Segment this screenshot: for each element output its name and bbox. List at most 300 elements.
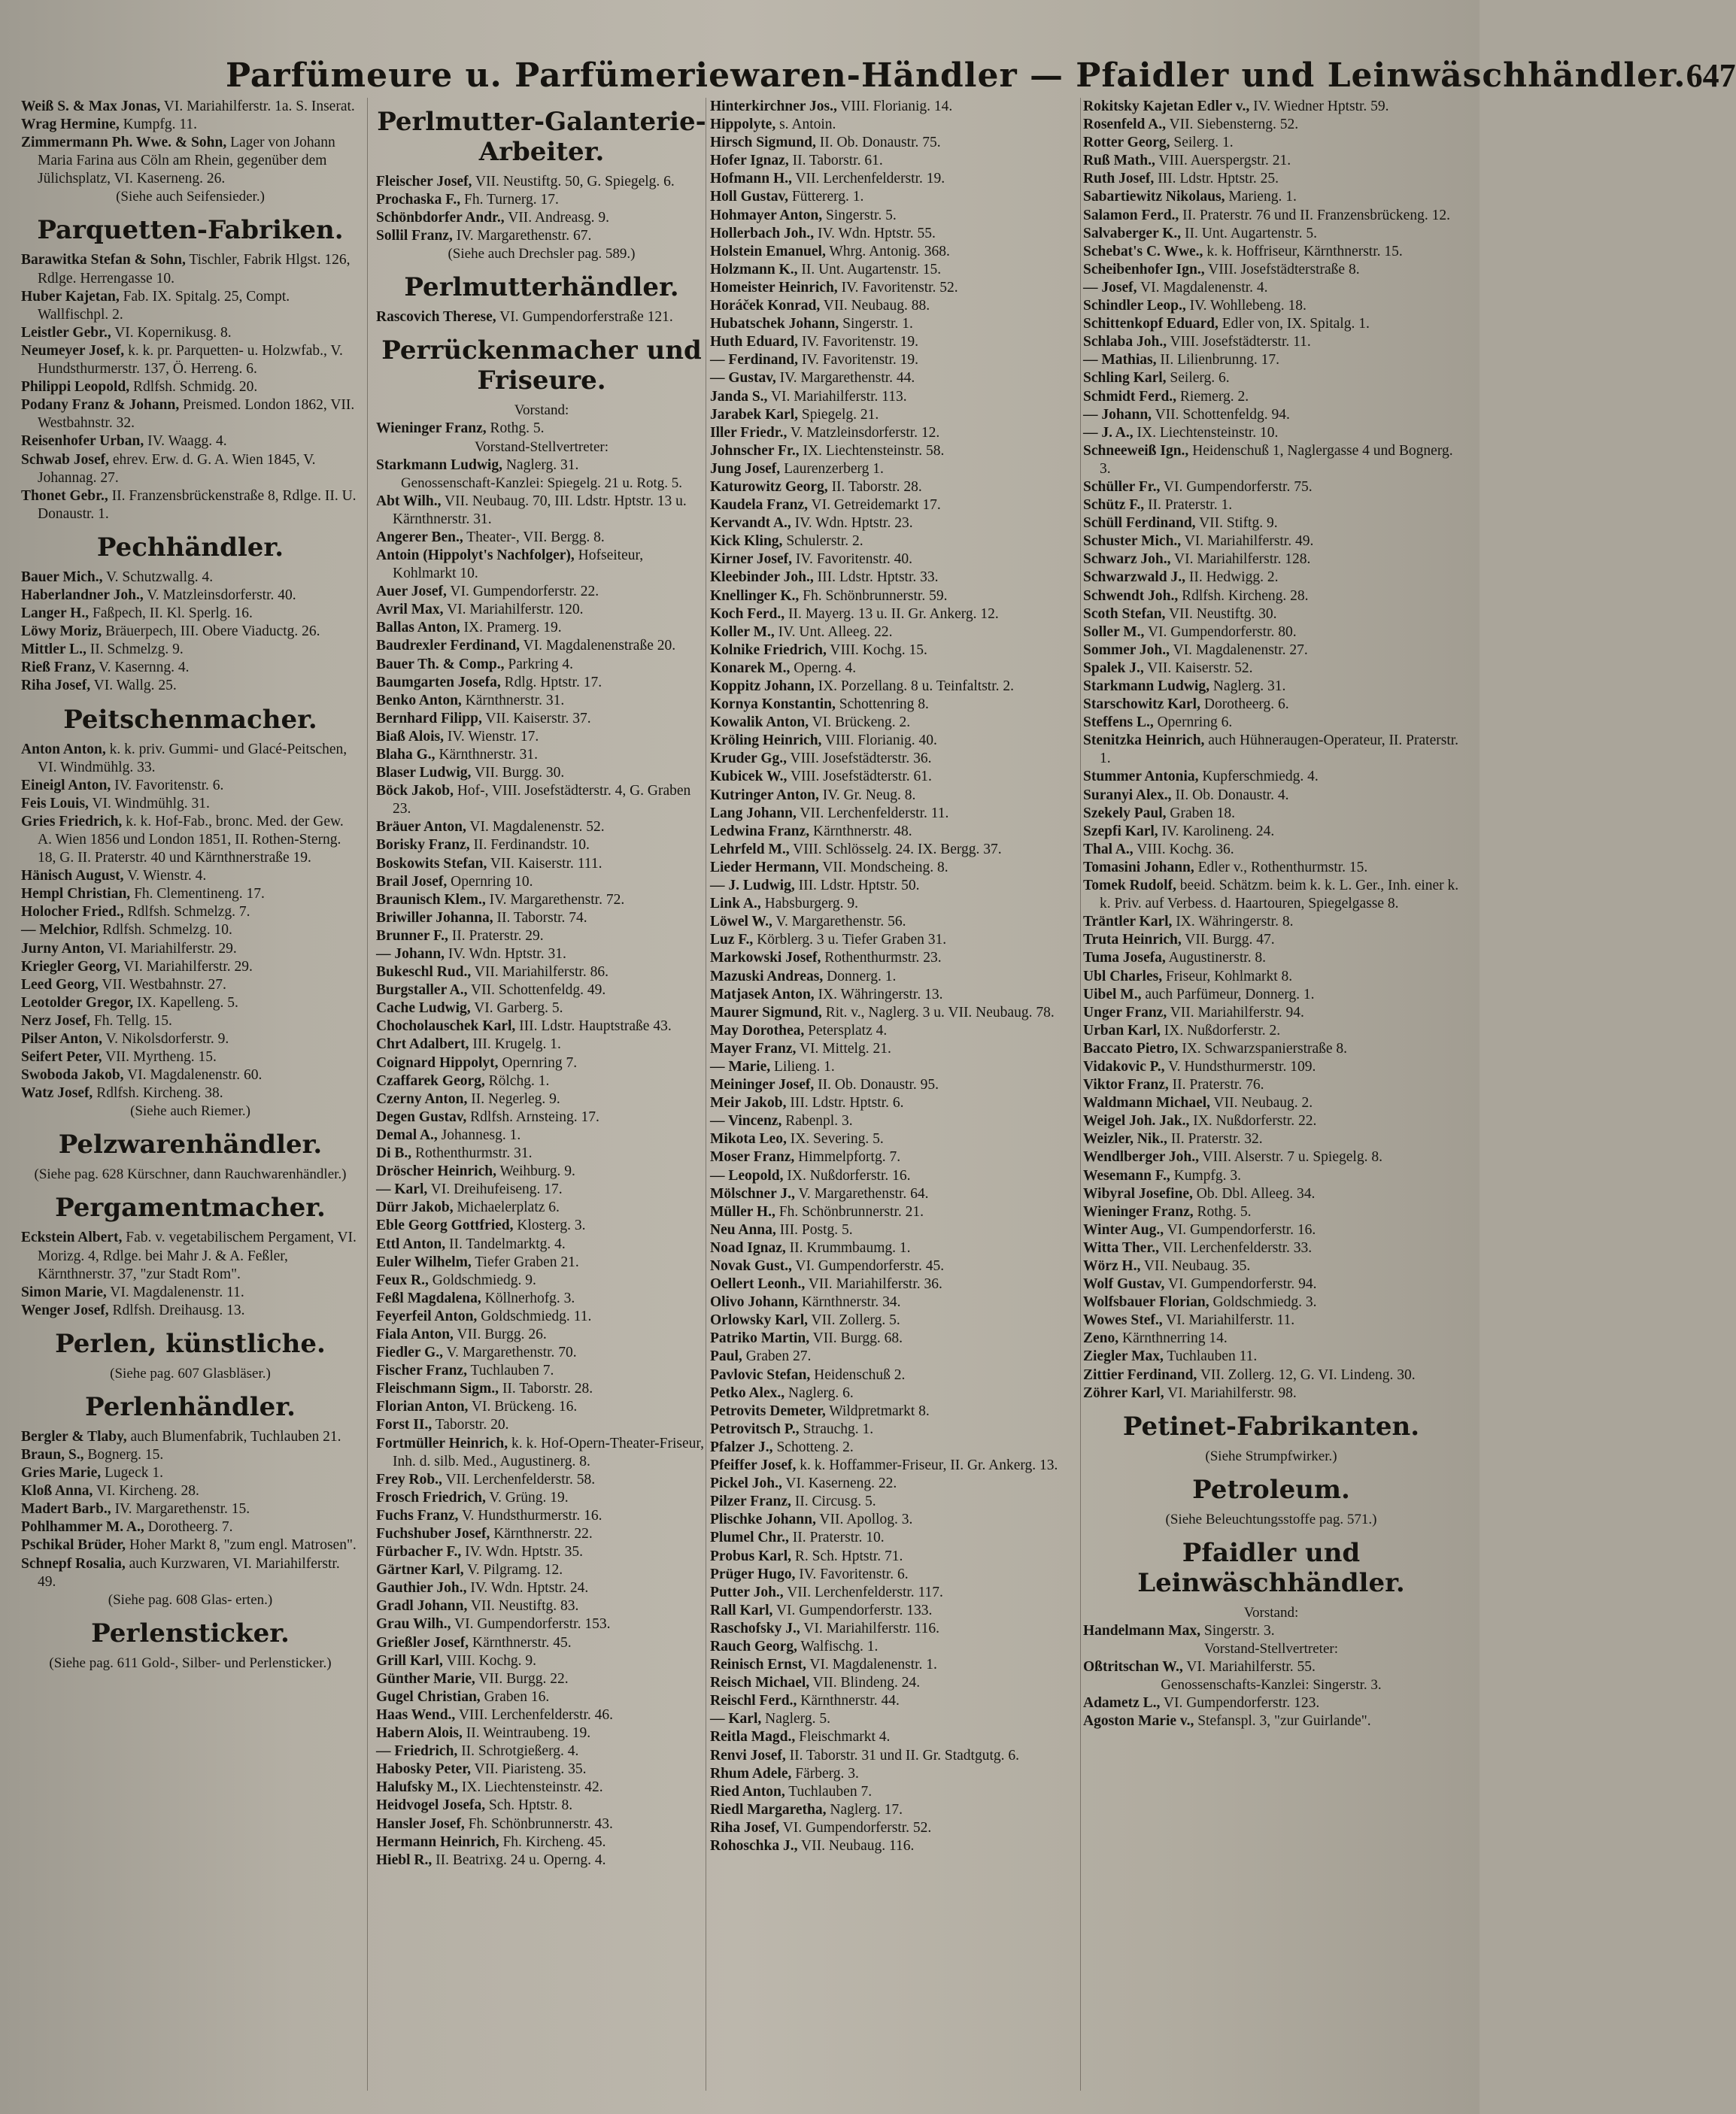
entry-name: Benko Anton, bbox=[376, 692, 462, 708]
entry-name: Holstein Emanuel, bbox=[710, 243, 826, 259]
entry-address: II. Praterstr. 76 und II. Franzensbrückeng. 12. bbox=[1179, 207, 1450, 223]
entry-name: Kubicek W., bbox=[710, 769, 788, 785]
entry-address: VII. Kaiserstr. 111. bbox=[487, 855, 602, 872]
entry-address: VI. Gumpendorferstr. 16. bbox=[1164, 1221, 1316, 1238]
directory-entry bbox=[376, 963, 707, 981]
directory-entry bbox=[376, 1326, 707, 1344]
directory-entry bbox=[710, 1239, 1079, 1257]
entry-name: Eineigl Anton, bbox=[21, 777, 111, 793]
entry-name: Hiebl R., bbox=[376, 1852, 432, 1868]
section-note: (Siehe auch Drechsler pag. 589.) bbox=[448, 246, 636, 262]
entry-address: Fh. Turnerg. 17. bbox=[460, 192, 559, 208]
entry-address: VII. Mariahilferstr. 36. bbox=[805, 1276, 942, 1293]
entry-address: II. Lilienbrunng. 17. bbox=[1156, 352, 1280, 369]
entry-address: IV. Favoritenstr. 52. bbox=[837, 279, 958, 296]
entry-address: IV. Favoritenstr. 6. bbox=[111, 777, 224, 793]
entry-name: — J. A., bbox=[1083, 424, 1134, 441]
entry-name: Putter Joh., bbox=[710, 1584, 784, 1600]
directory-entry bbox=[1083, 369, 1459, 387]
entry-name: Waldmann Michael, bbox=[1083, 1095, 1211, 1112]
entry-name: Neu Anna, bbox=[710, 1221, 776, 1238]
entry-name: Rokitsky Kajetan Edler v., bbox=[1083, 99, 1250, 114]
entry-address: IV. Gr. Neug. 8. bbox=[818, 787, 916, 803]
entry-address: II. Ob. Donaustr. 95. bbox=[814, 1077, 939, 1093]
directory-entry bbox=[21, 795, 360, 813]
entry-address: IV. Wdn. Hptstr. 55. bbox=[814, 225, 936, 241]
entry-address: VII. Kaiserstr. 52. bbox=[1143, 660, 1253, 676]
entry-name: Reinisch Ernst, bbox=[710, 1657, 806, 1673]
entry-name: Träntler Karl, bbox=[1083, 914, 1173, 930]
entry-address: VI. Kircheng. 28. bbox=[93, 1483, 199, 1500]
directory-entry bbox=[376, 308, 707, 326]
entry-name: Mittler L., bbox=[21, 641, 86, 658]
entry-name: Fleischer Josef, bbox=[376, 174, 472, 190]
directory-entry bbox=[710, 225, 1079, 243]
directory-entry bbox=[710, 1765, 1079, 1783]
directory-entry bbox=[21, 921, 360, 939]
section-note: Vorstand-Stellvertreter: bbox=[1204, 1640, 1338, 1657]
directory-entry bbox=[21, 1428, 360, 1446]
entry-name: Baudrexler Ferdinand, bbox=[376, 638, 520, 654]
entry-name: Eble Georg Gottfried, bbox=[376, 1218, 514, 1234]
entry-name: Böck Jakob, bbox=[376, 783, 454, 799]
entry-address: II. Ferdinandstr. 10. bbox=[469, 837, 590, 854]
entry-name: Euler Wilhelm, bbox=[376, 1254, 472, 1270]
entry-name: Wenger Josef, bbox=[21, 1302, 109, 1318]
directory-entry bbox=[21, 659, 360, 677]
entry-name: Briwiller Johanna, bbox=[376, 909, 493, 926]
entry-address: II. Praterstr. 10. bbox=[788, 1530, 885, 1546]
entry-address: IX. Severing. 5. bbox=[786, 1131, 884, 1148]
entry-name: Demal A., bbox=[376, 1127, 438, 1143]
directory-entry bbox=[21, 1446, 360, 1464]
directory-entry bbox=[21, 1012, 360, 1030]
entry-name: Zeno, bbox=[1083, 1330, 1119, 1347]
entry-name: Schwab Josef, bbox=[21, 451, 110, 468]
entry-address: VII. Mariahilferstr. 86. bbox=[471, 964, 609, 981]
directory-entry bbox=[376, 1742, 707, 1761]
directory-entry bbox=[21, 324, 360, 342]
entry-name: Madert Barb., bbox=[21, 1501, 111, 1518]
entry-name: Frey Rob., bbox=[376, 1471, 442, 1488]
entry-address: Seilerg. 1. bbox=[1170, 135, 1234, 151]
entry-address: III. Ldstr. Hptstr. 25. bbox=[1154, 171, 1279, 187]
directory-entry bbox=[376, 1797, 707, 1815]
entry-address: Wildpretmarkt 8. bbox=[825, 1403, 930, 1419]
entry-address: Kärnthnerstr. 22. bbox=[490, 1526, 593, 1542]
entry-name: Schüll Ferdinand, bbox=[1083, 515, 1196, 532]
directory-entry bbox=[710, 1221, 1079, 1239]
directory-entry bbox=[710, 1385, 1079, 1403]
entry-name: Gauthier Joh., bbox=[376, 1580, 467, 1597]
entry-name: — Friedrich, bbox=[376, 1743, 458, 1760]
entry-address: V. Kasernng. 4. bbox=[95, 660, 190, 676]
directory-entry bbox=[21, 378, 360, 396]
directory-entry bbox=[376, 1163, 707, 1181]
column-1 bbox=[21, 98, 360, 2098]
directory-entry bbox=[21, 813, 360, 867]
entry-name: Johnscher Fr., bbox=[710, 442, 800, 459]
entry-name: Novak Gust., bbox=[710, 1258, 792, 1274]
section-note: (Siehe Beleuchtungsstoffe pag. 571.) bbox=[1165, 1511, 1377, 1527]
directory-entry bbox=[710, 1203, 1079, 1221]
entry-name: Habern Alois, bbox=[376, 1725, 463, 1742]
entry-address: VIII. Josefstädterstr. 11. bbox=[1167, 334, 1311, 350]
directory-entry bbox=[21, 1555, 360, 1591]
entry-name: — Karl, bbox=[710, 1711, 762, 1727]
directory-entry bbox=[710, 1566, 1079, 1584]
entry-address: VI. Magdalenenstr. 4. bbox=[1137, 279, 1268, 296]
entry-address: IV. Wdn. Hptstr. 24. bbox=[466, 1580, 589, 1597]
entry-name: Moser Franz, bbox=[710, 1149, 795, 1166]
directory-entry bbox=[710, 569, 1079, 587]
entry-name: Angerer Ben., bbox=[376, 529, 463, 545]
directory-entry bbox=[710, 550, 1079, 569]
entry-name: Dürr Jakob, bbox=[376, 1200, 454, 1216]
directory-entry bbox=[710, 1040, 1079, 1058]
entry-address: Whrg. Antonig. 368. bbox=[825, 243, 950, 259]
directory-entry bbox=[376, 1272, 707, 1290]
section-note: (Siehe auch Riemer.) bbox=[130, 1103, 250, 1120]
entry-address: IV. Margarethenstr. 72. bbox=[485, 891, 625, 908]
entry-address: II. Hedwigg. 2. bbox=[1185, 569, 1279, 586]
entry-address: Heidenschuß 1, Naglergasse 4 und Bognerg. 3. bbox=[1100, 442, 1453, 477]
directory-entry bbox=[710, 1257, 1079, 1275]
entry-address: VIII. Lerchenfelderstr. 46. bbox=[455, 1706, 614, 1723]
entry-name: Kriegler Georg, bbox=[21, 958, 120, 975]
entry-name: Mazuski Andreas, bbox=[710, 968, 824, 984]
entry-name: Wendlberger Joh., bbox=[1083, 1149, 1200, 1166]
directory-entry bbox=[376, 1852, 707, 1870]
directory-entry bbox=[1083, 1022, 1459, 1040]
directory-entry bbox=[710, 1692, 1079, 1710]
entry-address: Sch. Hptstr. 8. bbox=[485, 1797, 573, 1814]
entry-name: Agoston Marie v., bbox=[1083, 1713, 1194, 1730]
entry-address: Hof-, VIII. Josefstädterstr. 4, G. Graben 23. bbox=[393, 783, 691, 817]
entry-address: Edler von, IX. Spitalg. 1. bbox=[1218, 316, 1370, 332]
entry-address: IX. Währingerstr. 8. bbox=[1172, 914, 1294, 930]
entry-address: Fh. Clementineng. 17. bbox=[130, 886, 265, 902]
directory-entry bbox=[376, 1688, 707, 1706]
entry-address: k. k. pr. Parquetten- u. Holzwfab., V. Hundsthurmerstr. 137, Ö. Herreng. 6. bbox=[38, 342, 343, 378]
directory-entry bbox=[376, 746, 707, 764]
entry-name: Maurer Sigmund, bbox=[710, 1004, 822, 1021]
entry-address: IV. Wdn. Hptstr. 35. bbox=[461, 1544, 584, 1560]
entry-address: VII. Neustiftg. 83. bbox=[467, 1598, 579, 1615]
directory-entry bbox=[376, 637, 707, 655]
entry-address: Fh. Schönbrunnerstr. 59. bbox=[799, 587, 948, 604]
entry-address: VII. Apollog. 3. bbox=[815, 1512, 913, 1528]
entry-address: Spiegelg. 21. bbox=[798, 406, 879, 423]
entry-address: Dorotheerg. 6. bbox=[1200, 696, 1289, 713]
entry-name: Müller H., bbox=[710, 1203, 775, 1220]
directory-entry bbox=[1083, 1312, 1459, 1330]
entry-name: Scheibenhofer Ign., bbox=[1083, 261, 1205, 278]
entry-name: — Karl, bbox=[376, 1181, 428, 1198]
entry-name: Weigel Joh. Jak., bbox=[1083, 1113, 1190, 1130]
entry-address: VII. Lerchenfelderstr. 117. bbox=[783, 1584, 943, 1600]
entry-address: VI. Gumpendorferstr. 45. bbox=[791, 1258, 945, 1274]
entry-name: Bauer Mich., bbox=[21, 569, 103, 585]
entry-name: Koch Ferd., bbox=[710, 605, 785, 622]
directory-entry bbox=[376, 692, 707, 710]
directory-entry bbox=[710, 1185, 1079, 1203]
entry-address: Rabenpl. 3. bbox=[782, 1113, 853, 1130]
entry-address: II. Taborstr. 74. bbox=[493, 909, 587, 926]
entry-address: Laurenzerberg 1. bbox=[780, 460, 884, 477]
entry-address: VI. Gumpendorferstr. 80. bbox=[1144, 623, 1297, 640]
entry-name: Orlowsky Karl, bbox=[710, 1312, 808, 1329]
directory-entry bbox=[710, 388, 1079, 406]
directory-entry bbox=[376, 173, 707, 191]
entry-name: Pickel Joh., bbox=[710, 1476, 782, 1492]
entry-address: II. Schrotgießerg. 4. bbox=[457, 1743, 579, 1760]
directory-entry bbox=[376, 981, 707, 999]
entry-address: VII. Lerchenfelderstr. 33. bbox=[1158, 1239, 1313, 1256]
entry-address: Operng. 4. bbox=[790, 660, 857, 676]
directory-entry bbox=[710, 732, 1079, 750]
entry-address: II. Praterstr. 32. bbox=[1167, 1131, 1263, 1148]
directory-entry bbox=[376, 909, 707, 927]
directory-entry bbox=[376, 1435, 707, 1471]
entry-name: Schönbdorfer Andr., bbox=[376, 210, 505, 226]
entry-address: Rdlg. Hptstr. 17. bbox=[500, 674, 602, 690]
entry-name: Burgstaller A., bbox=[376, 982, 468, 999]
entry-address: Kupferschmiedg. 4. bbox=[1198, 769, 1319, 785]
entry-name: Szekely Paul, bbox=[1083, 805, 1167, 821]
entry-address: Kumpfg. 3. bbox=[1170, 1167, 1242, 1184]
entry-address: s. Antoin. bbox=[775, 117, 836, 133]
entry-name: Huth Eduard, bbox=[710, 334, 799, 350]
entry-name: Rosenfeld A., bbox=[1083, 117, 1166, 133]
entry-name: Rotter Georg, bbox=[1083, 135, 1170, 151]
entry-address: Kärnthnerstr. 45. bbox=[469, 1634, 572, 1651]
entry-name: Degen Gustav, bbox=[376, 1109, 467, 1125]
directory-entry bbox=[710, 696, 1079, 714]
entry-address: II. Praterstr. 1. bbox=[1144, 497, 1233, 514]
entry-name: Kaudela Franz, bbox=[710, 497, 808, 514]
entry-address: VI. Gumpendorferstr. 75. bbox=[1160, 478, 1313, 495]
entry-address: VII. Andreasg. 9. bbox=[504, 210, 610, 226]
entry-name: Habosky Peter, bbox=[376, 1761, 472, 1778]
directory-entry bbox=[710, 369, 1079, 387]
directory-entry bbox=[710, 641, 1079, 660]
entry-address: V. Grüng. 19. bbox=[485, 1489, 569, 1506]
directory-entry bbox=[376, 1652, 707, 1670]
directory-entry bbox=[710, 895, 1079, 913]
entry-name: Koller M., bbox=[710, 623, 775, 640]
entry-name: Frosch Friedrich, bbox=[376, 1489, 486, 1506]
directory-entry bbox=[21, 994, 360, 1012]
directory-entry bbox=[21, 98, 360, 116]
entry-name: Blaser Ludwig, bbox=[376, 765, 472, 781]
entry-name: Wowes Stef., bbox=[1083, 1312, 1163, 1329]
entry-name: Hinterkirchner Jos., bbox=[710, 99, 837, 114]
entry-address: Opernring 7. bbox=[498, 1054, 578, 1071]
entry-name: Witta Ther., bbox=[1083, 1239, 1159, 1256]
directory-entry bbox=[710, 261, 1079, 279]
directory-entry bbox=[1083, 1658, 1459, 1676]
directory-entry bbox=[1083, 968, 1459, 986]
entry-address: Rdlfsh. Kircheng. 28. bbox=[1178, 587, 1309, 604]
entry-address: VII. Neubaug. 88. bbox=[820, 298, 930, 314]
entry-name: Tomek Rudolf, bbox=[1083, 878, 1176, 894]
section-heading: Parquetten-Fabriken. bbox=[37, 215, 344, 246]
entry-address: IV. Wdn. Hptstr. 31. bbox=[445, 946, 566, 962]
entry-name: Bukeschl Rud., bbox=[376, 964, 472, 981]
entry-name: Stenitzka Heinrich, bbox=[1083, 732, 1205, 749]
directory-entry bbox=[21, 487, 360, 523]
entry-address: VI. Mariahilferstr. 1a. S. Inserat. bbox=[160, 99, 355, 114]
directory-entry bbox=[710, 1747, 1079, 1765]
entry-address: Petersplatz 4. bbox=[804, 1022, 888, 1039]
entry-address: Rdlfsh. Schmidg. 20. bbox=[129, 379, 258, 396]
entry-name: — Johann, bbox=[1083, 406, 1152, 423]
directory-entry bbox=[1083, 532, 1459, 550]
entry-address: k. k. priv. Gummi- und Glacé-Peitschen, VI. Windmühlg. 33. bbox=[38, 741, 348, 775]
directory-entry bbox=[710, 1022, 1079, 1040]
entry-address: II. Taborstr. 61. bbox=[788, 153, 883, 169]
directory-entry bbox=[376, 710, 707, 728]
directory-entry bbox=[376, 891, 707, 909]
entry-address: Opernring 6. bbox=[1153, 714, 1233, 731]
directory-entry bbox=[376, 873, 707, 891]
directory-entry bbox=[1083, 877, 1459, 913]
directory-entry bbox=[1083, 442, 1459, 478]
entry-address: Fh. Tellg. 15. bbox=[90, 1012, 172, 1029]
entry-name: Wieninger Franz, bbox=[376, 420, 487, 437]
directory-entry bbox=[710, 1801, 1079, 1819]
entry-address: Naglerg. 31. bbox=[502, 456, 579, 473]
directory-entry bbox=[376, 1579, 707, 1597]
entry-address: Marieng. 1. bbox=[1225, 189, 1297, 205]
directory-entry bbox=[376, 1471, 707, 1489]
entry-address: VII. Burgg. 68. bbox=[809, 1330, 903, 1347]
entry-address: V. Margarethenstr. 56. bbox=[772, 914, 906, 930]
entry-address: IV. Wiedner Hptstr. 59. bbox=[1249, 99, 1389, 114]
entry-address: VII. Burgg. 26. bbox=[453, 1326, 547, 1342]
directory-entry bbox=[710, 986, 1079, 1004]
entry-address: VI. Mariahilferstr. 116. bbox=[800, 1620, 939, 1636]
directory-entry bbox=[376, 927, 707, 945]
directory-entry bbox=[21, 677, 360, 695]
entry-address: auch Hühneraugen-Operateur, II. Praterstr. 1. bbox=[1100, 732, 1459, 767]
entry-name: Hansler Josef, bbox=[376, 1815, 465, 1832]
entry-name: Kutringer Anton, bbox=[710, 787, 819, 803]
entry-name: Mölschner J., bbox=[710, 1185, 795, 1202]
directory-entry bbox=[710, 787, 1079, 805]
entry-address: Fh. Schönbrunnerstr. 21. bbox=[775, 1203, 924, 1220]
entry-address: Strauchg. 1. bbox=[799, 1421, 874, 1437]
directory-entry bbox=[1083, 188, 1459, 206]
entry-address: VI. Kaserneng. 22. bbox=[782, 1476, 897, 1492]
entry-name: Bergler & Tlaby, bbox=[21, 1428, 127, 1445]
entry-address: VII. Neustiftg. 30. bbox=[1165, 605, 1277, 622]
directory-entry bbox=[376, 674, 707, 692]
entry-name: Paul, bbox=[710, 1348, 742, 1365]
directory-entry bbox=[1083, 641, 1459, 660]
entry-name: — Melchior, bbox=[21, 922, 99, 939]
directory-entry bbox=[1083, 1058, 1459, 1076]
entry-address: II. Taborstr. 28. bbox=[499, 1381, 593, 1397]
entry-name: Schittenkopf Eduard, bbox=[1083, 316, 1219, 332]
entry-name: Ruth Josef, bbox=[1083, 171, 1155, 187]
directory-entry bbox=[710, 1674, 1079, 1692]
directory-entry bbox=[710, 1548, 1079, 1566]
directory-entry bbox=[21, 1066, 360, 1084]
entry-name: Kleebinder Joh., bbox=[710, 569, 814, 586]
directory-entry bbox=[710, 660, 1079, 678]
directory-entry bbox=[21, 1229, 360, 1283]
entry-address: VI. Mariahilferstr. 55. bbox=[1182, 1658, 1316, 1675]
section-note: Genossenschaft-Kanzlei: Spiegelg. 21 u. Rotg. 5. bbox=[400, 475, 683, 491]
entry-address: Köllnerhofg. 3. bbox=[481, 1290, 575, 1306]
directory-entry bbox=[1083, 1257, 1459, 1275]
entry-name: Sabartiewitz Nikolaus, bbox=[1083, 189, 1225, 205]
entry-address: VI. Garberg. 5. bbox=[470, 1000, 563, 1017]
directory-entry bbox=[710, 1584, 1079, 1602]
directory-entry bbox=[1083, 1622, 1459, 1640]
entry-name: Eckstein Albert, bbox=[21, 1230, 123, 1246]
directory-entry bbox=[376, 836, 707, 854]
entry-name: Bernhard Filipp, bbox=[376, 710, 482, 726]
directory-entry bbox=[1083, 569, 1459, 587]
entry-address: Stefanspl. 3, "zur Guirlande". bbox=[1194, 1713, 1371, 1730]
entry-name: Leed Georg, bbox=[21, 976, 99, 993]
entry-name: Uibel M., bbox=[1083, 986, 1142, 1002]
directory-entry bbox=[1083, 170, 1459, 188]
entry-name: Rauch Georg, bbox=[710, 1638, 797, 1655]
directory-entry bbox=[710, 1004, 1079, 1022]
entry-name: Jarabek Karl, bbox=[710, 406, 798, 423]
directory-entry bbox=[376, 1561, 707, 1579]
directory-entry bbox=[710, 1148, 1079, 1166]
entry-address: VIII. Florianig. 40. bbox=[821, 732, 937, 749]
entry-name: Oellert Leonh., bbox=[710, 1276, 806, 1293]
entry-address: VII. Mondscheing. 8. bbox=[818, 859, 948, 875]
entry-address: Rölchg. 1. bbox=[484, 1072, 550, 1089]
directory-entry bbox=[21, 1482, 360, 1500]
section-note: (Siehe pag. 608 Glas- erten.) bbox=[108, 1591, 273, 1608]
entry-address: k. k. Hoffriseur, Kärnthnerstr. 15. bbox=[1203, 243, 1403, 259]
entry-name: Noad Ignaz, bbox=[710, 1239, 786, 1256]
entry-name: Kröling Heinrich, bbox=[710, 732, 822, 749]
section-note: (Siehe pag. 611 Gold-, Silber- und Perlensticker.) bbox=[49, 1655, 332, 1671]
directory-entry bbox=[710, 805, 1079, 823]
entry-address: IV. Wdn. Hptstr. 23. bbox=[791, 515, 913, 532]
directory-entry bbox=[710, 496, 1079, 514]
entry-address: Riemerg. 2. bbox=[1176, 388, 1249, 405]
directory-entry bbox=[1083, 243, 1459, 261]
directory-entry bbox=[1083, 297, 1459, 315]
entry-name: Thonet Gebr., bbox=[21, 487, 108, 504]
entry-address: Graben 16. bbox=[480, 1688, 550, 1705]
directory-entry bbox=[1083, 587, 1459, 605]
directory-entry bbox=[1083, 514, 1459, 532]
directory-entry bbox=[1083, 1275, 1459, 1294]
directory-entry bbox=[710, 243, 1079, 261]
entry-address: IX. Nußdorferstr. 22. bbox=[1189, 1113, 1317, 1130]
entry-address: Rdlfsh. Dreihausg. 13. bbox=[108, 1302, 245, 1318]
entry-name: Schmidt Ferd., bbox=[1083, 388, 1177, 405]
entry-address: k. k. Hof-Opern-Theater-Friseur, Inh. d. silb. Med., Augustinerg. 8. bbox=[393, 1435, 705, 1469]
directory-entry bbox=[376, 656, 707, 674]
directory-entry bbox=[376, 529, 707, 547]
entry-address: VI. Brückeng. 2. bbox=[809, 714, 911, 731]
entry-name: Ubl Charles, bbox=[1083, 968, 1163, 984]
entry-address: II. Negerleg. 9. bbox=[467, 1090, 560, 1107]
entry-address: Goldschmiedg. 11. bbox=[477, 1308, 592, 1324]
